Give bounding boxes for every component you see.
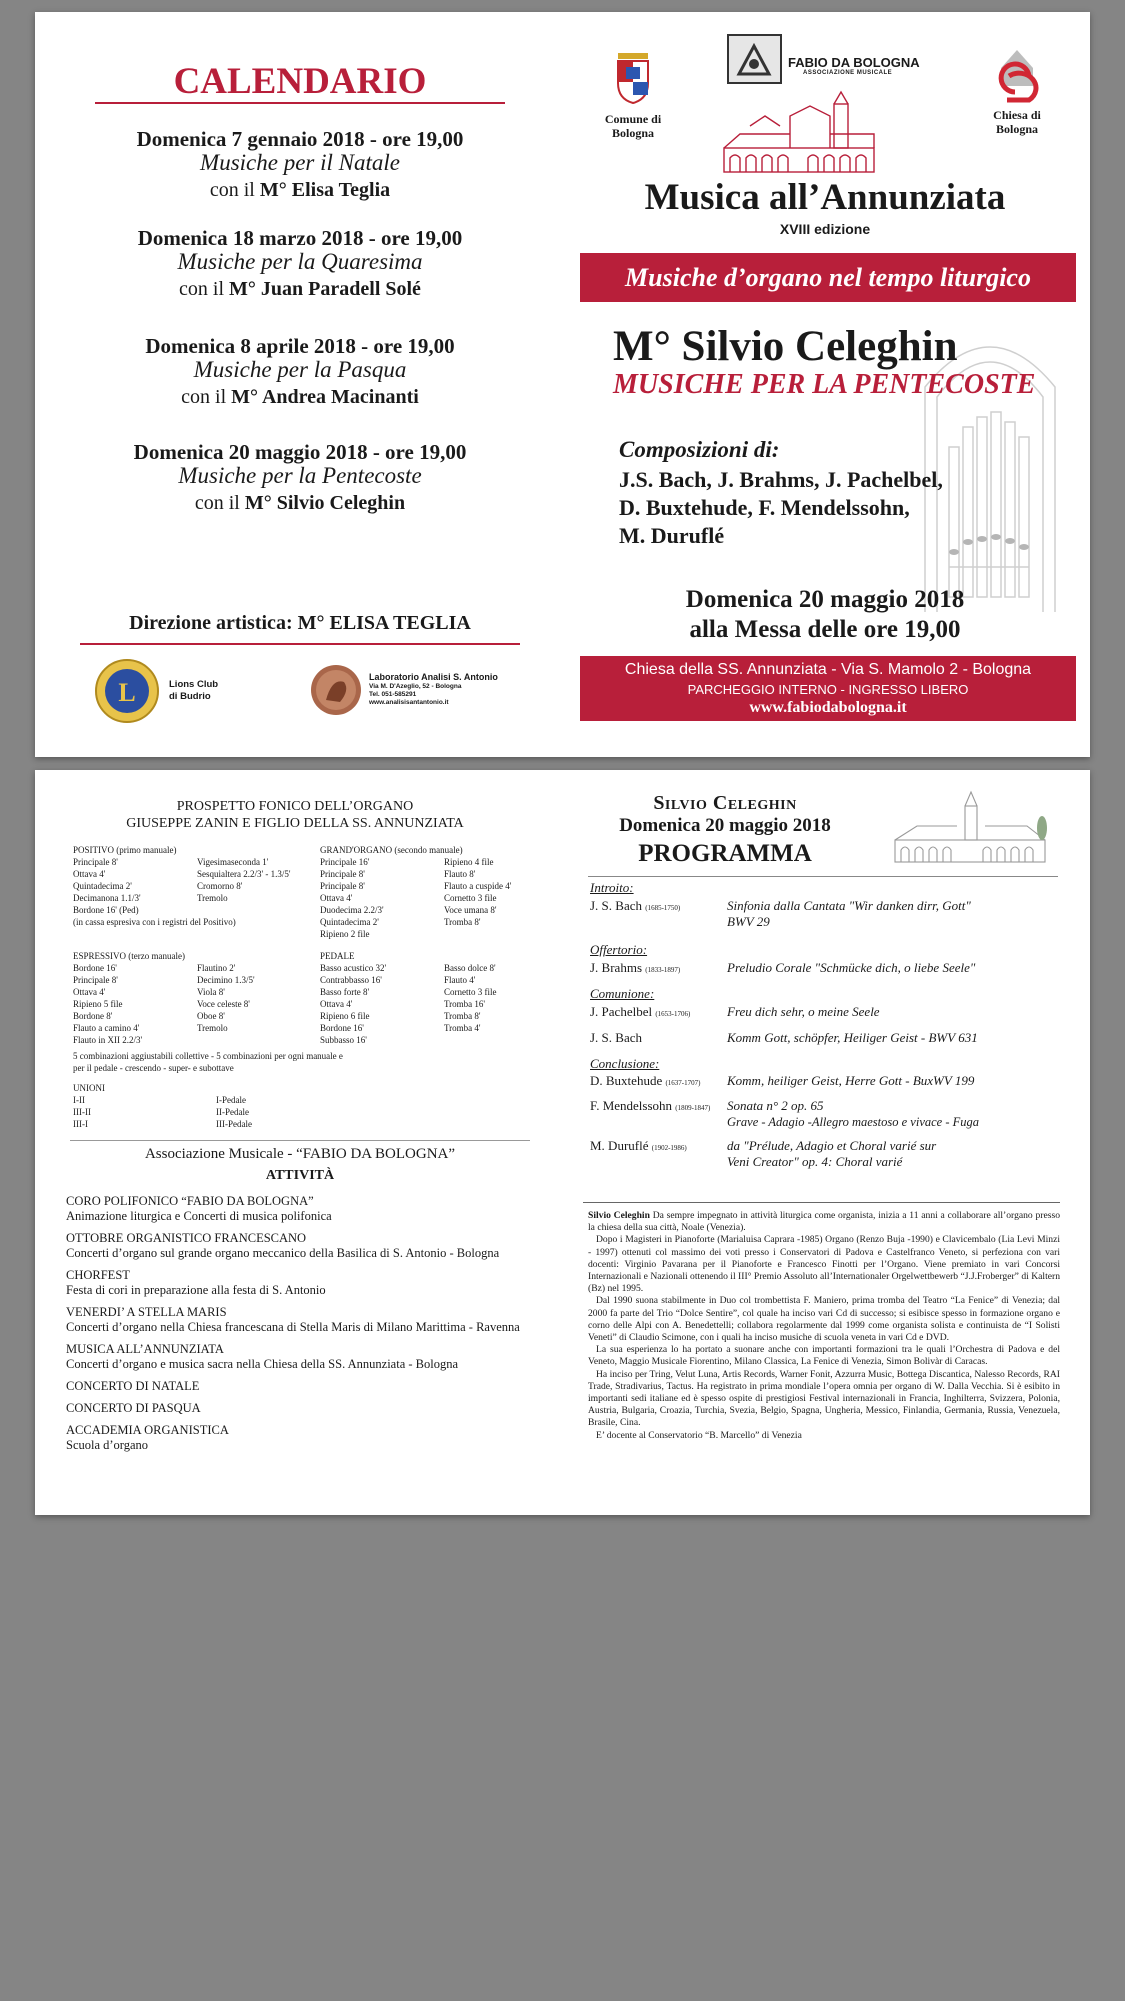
lab-name: Laboratorio Analisi S. Antonio — [369, 672, 498, 682]
main-title: Musica all’Annunziata — [644, 177, 1006, 218]
calendar-event — [75, 334, 525, 412]
calendar-event — [75, 440, 525, 518]
list-item: VENERDI’ A STELLA MARIS Concerti d’organo nella Chiesa francescana di Stella Maris di Milano Marittima - Ravenna — [66, 1305, 520, 1334]
program-section-heading: Offertorio: — [590, 942, 648, 957]
positivo-col-b: Vigesimaseconda 1' Sesquialtera 2.2/3' - 1.3/5' Cromorno 8' Tremolo — [197, 857, 291, 903]
venue-banner — [580, 656, 1076, 721]
work-title: Sinfonia dalla Cantata "Wir danken dirr, Gott" — [727, 898, 971, 913]
brochure-front-page — [35, 12, 1090, 757]
bio-rule — [583, 1202, 1060, 1203]
program-artist: Silvio Celeghin — [653, 792, 797, 814]
list-item: CORO POLIFONICO “FABIO DA BOLOGNA” Animazione liturgica e Concerti di musica polifonica — [66, 1194, 332, 1223]
event-date: Domenica 7 gennaio 2018 - ore 19,00 — [136, 127, 464, 151]
calendar-title: CALENDARIO — [173, 61, 427, 102]
lions-club-logo — [93, 657, 161, 725]
work-title: da "Prélude, Adagio et Choral varié sur — [727, 1138, 937, 1153]
event-with-prefix: con il — [194, 492, 245, 514]
edition-label: XVIII edizione — [779, 221, 871, 237]
combinations-note: 5 combinazioni aggiustabili collettive - 5 combinazioni per ogni manuale e per il pedale - crescendo - super- e subottave — [73, 1051, 343, 1073]
bio-name: Silvio Celeghin — [588, 1210, 650, 1221]
association-sub: ASSOCIAZIONE MUSICALE — [803, 70, 893, 76]
calendar-event — [75, 127, 525, 205]
event-artist: M° Silvio Celeghin — [244, 492, 406, 514]
activities-title: ATTIVITÀ — [265, 1168, 335, 1183]
composers-list: J.S. Bach, J. Brahms, J. Pachelbel, D. Buxtehude, F. Mendelssohn, M. Duruflé — [619, 467, 943, 548]
liturgical-banner: Musiche d’organo nel tempo liturgico — [580, 253, 1076, 302]
event-date: Domenica 20 maggio 2018 - ore 19,00 — [133, 440, 467, 464]
event-title: Musiche per la Pentecoste — [178, 463, 422, 488]
fabio-da-bologna-logo — [727, 34, 782, 84]
grand-organ-section: GRAND'ORGANO (secondo manuale) Principale 16' Principale 8' Principale 8' Ottava 4' Duodecima 2.2/3' Quintadecima 2' Ripieno 2 file Ripieno 4 file Flauto 8' Flauto a cuspide 4' Cornetto 3 file Voce umana 8' Tromba 8' — [320, 845, 512, 939]
website-link[interactable]: www.fabiodabologna.it — [749, 699, 907, 716]
program-section-heading: Comunione: — [590, 986, 655, 1001]
event-with-prefix: con il — [181, 386, 232, 408]
artist-biography: Silvio Celeghin Da sempre impegnato in attività liturgica come organista, inizia a 11 anni a collaborare all’organo presso la chiesa della sua città, Noale (Venezia). Dopo i Magisteri in Pianoforte (Marialuisa Caprara -1985) Organo (Renzo Buja -1990) e Clavicembalo (Lia Levi Minzi - 1997) ottenuti col massimo dei voti presso i Conservatori di Padova e Castelfranco Veneto, si perfeziona con vari docenti: Virginio Pavarana per il Pianoforte e Francesco Finotti per l’Organo. Viene premiato in vari Concorsi Internazionali e Nazionali ottenendo il III° Premio Assoluto all’Internationaler Orgelwettbewerb “J.J.Froberger” di Kaltern (Bz) nel 1995. Dal 1990 suona stabilmente in Duo col trombettista F. Maniero, prima tromba del Teatro “La Fenice” di Venezia; dal 2000 fa parte del Trio “Dolce Sentire”, col quale ha inciso vari Cd di successo; si esibisce spesso in formazione organo e corno delle Alpi con A. Benedettelli; collabora regolarmente dal 1999 come organista solista e continuista de “I Solisti Veneti” di Claudio Scimone, con i quali ha inciso musiche di scuola veneta in vari Cd e DVD. La sua esperienza lo ha portato a suonare anche con importanti formazioni tra le quali l’Orchestra di Padova e del Veneto, Maggio Musicale Fiorentino, Milano Classica, La Fenice di Venezia, Simon Bolivàr di Caracas. Ha inciso per Tring, Velut Luna, Artis Records, Warner Fonit, Azzurra Music, Bottega Discantica, Nalesso Records, RAI Trade, Stradivarius, Tactus. Ha registrato in prima mondiale l’opera omnia per organo di W. Dalla Vecchia. Si è esibito in importanti sedi italiane ed è spesso ospite di prestigiosi Festival internazionali in Francia, Inghilterra, Svizzera, Polonia, Austria, Bulgaria, Croazia, Turchia, Svezia, Belgio, Spagna, Ungheria, Messico, Finlandia, Germania, Russia, Venezuela, Brasile, Cina. E’ docente al Conservatorio “B. Marcello” di Venezia — [588, 1210, 1060, 1441]
lab-medal-logo — [310, 664, 362, 716]
svg-text:L: L — [118, 678, 136, 707]
list-item: CHORFEST Festa di cori in preparazione alla festa di S. Antonio — [66, 1268, 326, 1297]
association-title: Associazione Musicale - “FABIO DA BOLOGNA” — [144, 1146, 456, 1162]
comune-bologna-crest — [612, 47, 654, 105]
direction-rule — [80, 643, 520, 645]
church-drawing-top — [710, 86, 890, 180]
section-divider — [70, 1140, 530, 1141]
program-date: Domenica 20 maggio 2018 — [619, 815, 831, 836]
featured-date: Domenica 20 maggio 2018 alla Messa delle ore 19,00 — [685, 586, 965, 643]
calendar-title-rule — [95, 102, 505, 104]
work-title: Komm Gott, schöpfer, Heiliger Geist - BWV 631 — [727, 1030, 978, 1045]
composer: J. Brahms — [590, 960, 642, 975]
event-title: Musiche per la Pasqua — [193, 357, 407, 382]
work-title: Sonata n° 2 op. 65 — [727, 1098, 824, 1113]
positivo-col-a: Principale 8' Ottava 4' Quintadecima 2' Decimanona 1.1/3' Bordone 16' (Ped) — [73, 857, 141, 915]
list-item: OTTOBRE ORGANISTICO FRANCESCANO Concerti d’organo sul grande organo meccanico della Basilica di S. Antonio - Bologna — [66, 1231, 500, 1260]
work-title: Komm, heiliger Geist, Herre Gott - BuxWV 199 — [727, 1073, 975, 1088]
composer: D. Buxtehude — [590, 1073, 663, 1088]
lions-club-name: Lions Club di Budrio — [169, 679, 219, 702]
event-artist-line — [75, 175, 525, 205]
chiesa-bologna-logo — [985, 46, 1049, 108]
program-section-heading: Introito: — [590, 880, 634, 895]
event-artist: M° Andrea Macinanti — [231, 386, 419, 408]
event-title: Musiche per la Quaresima — [177, 249, 423, 274]
lab-info: Laboratorio Analisi S. Antonio Via M. D'Azeglio, 52 - Bologna Tel. 051-585291 www.analisisantantonio.it — [369, 672, 498, 706]
event-artist-line — [75, 382, 525, 412]
event-artist-line — [75, 274, 525, 304]
pedale-section: PEDALE Basso acustico 32' Contrabbasso 16' Basso forte 8' Ottava 4' Ripieno 6 file Bordone 16' Subbasso 16' Basso dolce 8' Flauto 4' Cornetto 3 file Tromba 16' Tromba 8' Tromba 4' — [320, 951, 497, 1045]
positivo-section: POSITIVO (primo manuale) Principale 8' Ottava 4' Quintadecima 2' Decimanona 1.1/3' Bordone 16' (Ped) Vigesimaseconda 1' Sesquialtera 2.2/3' - 1.3/5' Cromorno 8' Tremolo (in cassa espresiva con i registri del Positivo) — [73, 845, 291, 927]
organ-title: PROSPETTO FONICO DELL’ORGANO GIUSEPPE ZANIN E FIGLIO DELLA SS. ANNUNZIATA — [126, 799, 464, 831]
event-date: Domenica 18 marzo 2018 - ore 19,00 — [137, 226, 463, 250]
comune-label: Comune di Bologna — [604, 112, 662, 140]
event-date: Domenica 8 aprile 2018 - ore 19,00 — [145, 334, 455, 358]
parking-info: PARCHEGGIO INTERNO - INGRESSO LIBERO — [687, 682, 969, 697]
work-title: Preludio Corale "Schmücke dich, o liebe Seele" — [727, 960, 976, 975]
event-title: Musiche per il Natale — [200, 150, 400, 175]
artistic-direction: Direzione artistica: M° ELISA TEGLIA — [129, 612, 471, 634]
unioni-section: UNIONI I-II III-II III-I I-Pedale II-Pedale III-Pedale — [73, 1083, 252, 1129]
composer: J. S. Bach — [590, 898, 642, 913]
calendar-event — [75, 226, 525, 304]
event-artist: M° Juan Paradell Solé — [229, 278, 421, 300]
program-section-heading: Conclusione: — [590, 1056, 660, 1071]
list-item: MUSICA ALL’ANNUNZIATA Concerti d’organo e musica sacra nella Chiesa della SS. Annunziata - Bologna — [66, 1342, 459, 1371]
espressivo-section: ESPRESSIVO (terzo manuale) Bordone 16' Principale 8' Ottava 4' Ripieno 5 file Bordone 8' Flauto a camino 4' Flauto in XII 2.2/3' Flautino 2' Decimino 1.3/5' Viola 8' Voce celeste 8' Oboe 8' Tremolo — [73, 951, 255, 1045]
list-item: ACCADEMIA ORGANISTICA Scuola d’organo — [66, 1423, 229, 1452]
list-item: CONCERTO DI NATALE — [66, 1379, 200, 1393]
work-title: Freu dich sehr, o meine Seele — [727, 1004, 880, 1019]
composer: M. Duruflé — [590, 1138, 649, 1153]
church-drawing-program — [887, 788, 1052, 868]
chiesa-label: Chiesa di Bologna — [993, 108, 1041, 136]
composer: J. S. Bach — [590, 1030, 642, 1045]
venue-address: Chiesa della SS. Annunziata - Via S. Mamolo 2 - Bologna — [624, 661, 1032, 678]
composer: J. Pachelbel — [590, 1004, 653, 1019]
composers-label: Composizioni di: — [619, 437, 780, 462]
program-title: PROGRAMMA — [638, 840, 812, 867]
list-item: CONCERTO DI PASQUA — [66, 1401, 201, 1415]
event-artist-line — [75, 488, 525, 518]
program-rule — [588, 876, 1058, 877]
activities-list — [66, 1194, 546, 1460]
brochure-back-page: PROSPETTO FONICO DELL’ORGANO GIUSEPPE ZANIN E FIGLIO DELLA SS. ANNUNZIATA POSITIVO (primo manuale) Principale 8' Ottava 4' Quintadecima 2' Decimanona 1.1/3' Bordone 16' (Ped) Vigesimaseconda 1' Sesquialtera 2.2/3' - 1.3/5' Cromorno 8' Tremolo (in cassa espresiva con i registri del Positivo) GRAND'ORGANO (secondo manuale) Principale 16' Principale 8' Principale 8' Ottava 4' Duodecima 2.2/3' Quintadecima 2' Ripieno 2 file Ripieno 4 file Flauto 8' Flauto a cuspide 4' Cornetto 3 file Voce umana 8' Tromba 8' ESPRESSIVO (terzo manuale) Bordone 16' Principale 8' Ottava 4' Ripieno 5 file Bordone 8' Flauto a camino 4' Flauto in XII 2.2/3' Flautino 2' Decimino 1.3/5' Viola 8' Voce celeste 8' Oboe 8' Tremolo PEDALE Basso acustico 32' Contrabbasso 16' Basso forte 8' Ottava 4' Ripieno 6 file Bordone 16' Subbasso 16' Basso dolce 8' Flauto 4' Cornetto 3 file Tromba 16' Tromba 8' Tromba 4' 5 combinazioni aggiustabili collettive - 5 combinazioni per ogni manuale e per il pedale - crescendo - super- e subottave UNIONI I-II III-II III-I I-Pedale II-Pedale III-Pedale Associazione Musicale - “FABIO DA BOLOGNA” ATTIVITÀ CORO POLIFONICO “FABIO DA BOLOGNA” Animazione liturgica e Concerti di musica polifonica OTTOBRE ORGANISTICO FRANCESCANO Concerti d’organo sul grande organo meccanico della Basilica di S. Antonio - Bologna CHORFEST Festa di cori in preparazione alla festa di S. Antonio VENERDI’ A STELLA MARIS Concerti d’organo nella Chiesa francescana di Stella Maris di Milano Marittima - Ravenna MUSICA ALL’ANNUNZIATA Concerti d’organo e musica sacra nella Chiesa della SS. Annunziata - Bologna CONCERTO DI NATALE CONCERTO DI PASQUA ACCADEMIA ORGANISTICA Scuola d’organo Silvio Celeghin Domenica 20 maggio 2018 PROGRAMMA Introito: J. S. Bach (1685-1750) Sinfonia dalla Cantata "Wir danken dirr, Gott" BWV 29 Offertorio: J. Brahms (1833-1897) Preludio Corale "Schmücke dich, o liebe Seele" Comunione: J. Pachelbel (1653-1706) Freu dich sehr, o meine Seele J. S. Bach Komm Gott, schöpfer, Heiliger Geist - BWV 631 Conclusione: D. Buxtehude (1637-1707) Komm, heiliger Geist, Herre Gott - BuxWV 199 F. Mendelssohn (1809-1847) Sonata n° 2 op. 65 Grave - Adagio -Allegro maestoso e vivace - Fuga M. Duruflé (1902-1986) da "Prélude, Adagio et Choral varié sur Veni Creator" op. 4: Choral varié Silvio Celeghin Da sempre impegnato in attività liturgica come organista, inizia a 11 anni a collaborare all’organo presso la chiesa della sua città, Noale (Venezia). Dopo i Magisteri in Pianoforte (Marialuisa Caprara -1985) Organo (Renzo Buja -1990) e Clavicembalo (Lia Levi Minzi - 1997) ottenuti col massimo dei voti presso i Conservatori di Padova e Castelfranco Veneto, si perfeziona con vari docenti: Virginio Pavarana per il Pianoforte e Francesco Finotti per l’Organo. Viene premiato in vari Concorsi Internazionali e Nazionali ottenendo il III° Premio Assoluto all’Internationaler Orgelwettbewerb “J.J.Froberger” di Kaltern (Bz) nel 1995. Dal 1990 suona stabilmente in Duo col trombettista F. Maniero, prima tromba del Teatro “La Fenice” di Venezia; dal 2000 fa parte del Trio “Dolce Sentire”, col quale ha inciso vari Cd di successo; si esibisce spesso in formazione organo e corno delle Alpi con A. Benedettelli; collabora regolarmente dal 1999 come organista solista e continuista de “I Solisti Veneti” di Claudio Scimone, con i quali ha inciso musiche di scuola veneta in vari Cd e DVD. La sua esperienza lo ha portato a suonare anche con importanti formazioni tra le quali l’Orchestra di Padova e del Veneto, Maggio Musicale Fiorentino, Milano Classica, La Fenice di Venezia, Simon Bolivàr di Caracas. Ha inciso per Tring, Velut Luna, Artis Records, Warner Fonit, Azzurra Music, Bottega Discantica, Nalesso Records, RAI Trade, Stradivarius, Tactus. Ha registrato in prima mondiale l’opera omnia per organo di W. Dalla Vecchia. Si è esibito in importanti sedi italiane ed è spesso ospite di prestigiosi Festival internazionali in Francia, Inghilterra, Svizzera, Polonia, Austria, Bulgaria, Croazia, Turchia, Svezia, Belgio, Spagna, Ungheria, Messico, Finlandia, Germania, Russia, Venezuela, Brasile, Cina. E’ docente al Conservatorio “B. Marcello” di Venezia — [35, 770, 1090, 1515]
event-with-prefix: con il — [209, 179, 260, 201]
composer: F. Mendelssohn — [590, 1098, 673, 1113]
event-artist: M° Elisa Teglia — [259, 179, 391, 201]
featured-artist: M° Silvio Celeghin — [613, 323, 958, 370]
featured-subtitle: MUSICHE PER LA PENTECOSTE — [613, 369, 1036, 400]
event-with-prefix: con il — [179, 278, 230, 300]
association-name: FABIO DA BOLOGNA — [788, 55, 920, 70]
